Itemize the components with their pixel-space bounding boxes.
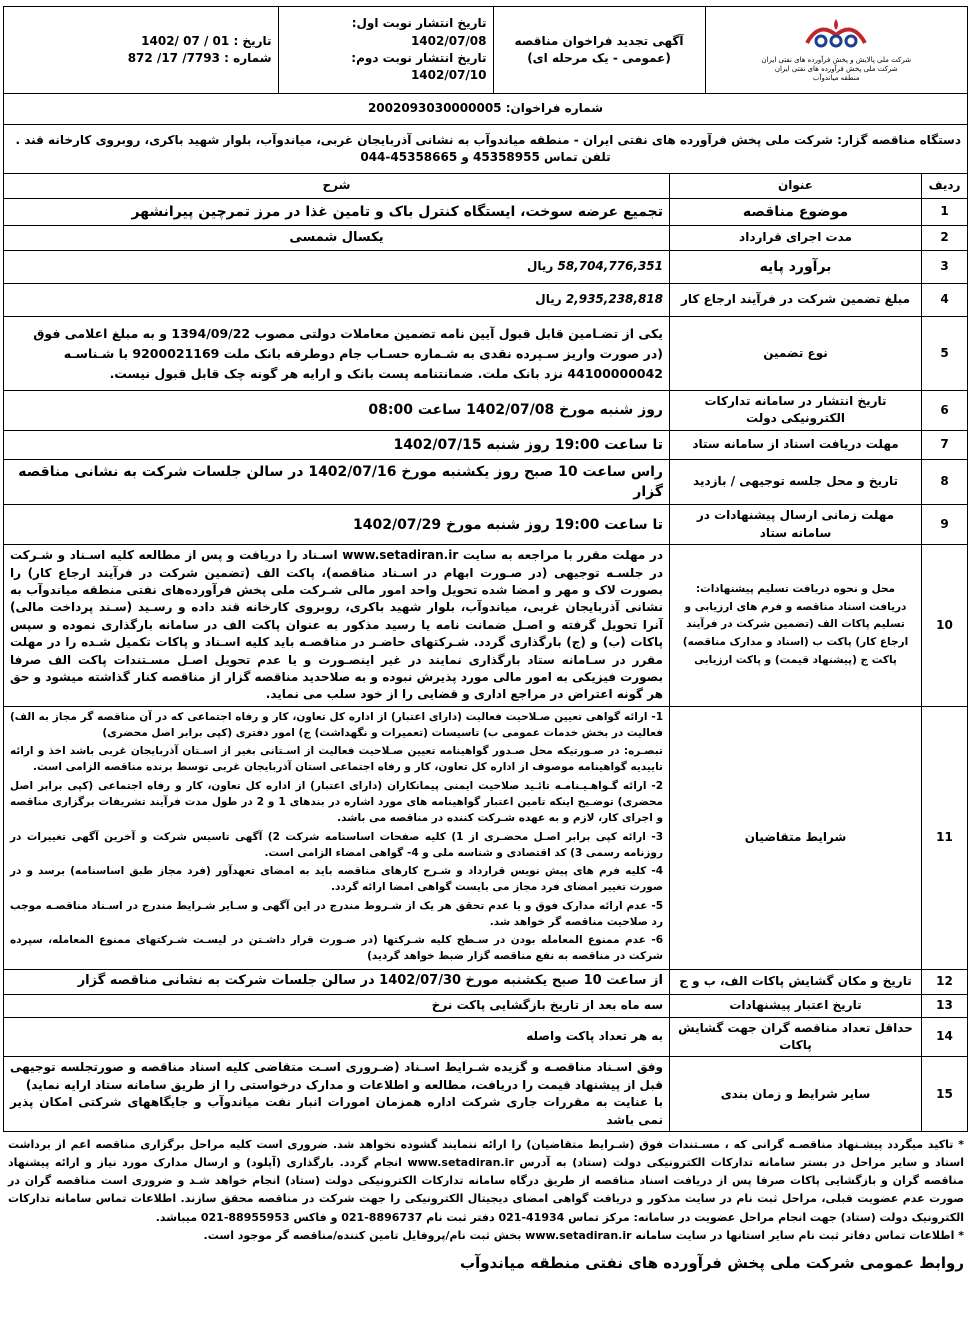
- row-subject: مدت اجرای قرارداد: [670, 226, 922, 251]
- call-number-value: 2002093030000005: [367, 101, 502, 116]
- applicant-conditions: [3, 706, 669, 969]
- row-number: 11: [922, 706, 968, 969]
- table-row: [3, 706, 967, 969]
- row-number: 12: [922, 969, 968, 994]
- row-description: به هر تعداد پاکت واصله: [3, 1017, 669, 1057]
- row-number: 14: [922, 1017, 968, 1057]
- condition-item: 1- ارائه گواهی تعیین صـلاحیت فعالیت (دارای اعتبار) از اداره کل تعاون، کار و رفاه اجتماعی که در آن مناقصه گر مجاز به الف) فعالیت در بخش خدمات عمومی ب) تاسیسات (تعمیرات و نگهداشت) ج) امور دفتری (کپی برابر اصل محضری): [9, 710, 663, 739]
- condition-item: 6- عدم ممنوع المعامله بودن در سـطح کلیه شـرکتها (در صـورت قرار داشـتن در لیسـت شـرکتهای ممنوع المعامله، سپرده شرکت در مناقصه به نفع مناقصه گزار ضبط خواهد گردید): [9, 934, 663, 963]
- organizer-text: دستگاه مناقصه گزار: شرکت ملی پخش فرآورده های نفتی ایران - منطقه میاندوآب به نشانی آذربایجان غربی، میاندوآب، بلوار شهید باکری، روبروی کارخانه قند .: [15, 132, 961, 147]
- table-row: [3, 459, 967, 505]
- row-description: یکسال شمسی: [3, 226, 669, 251]
- table-row: [3, 284, 967, 317]
- row-number: 13: [922, 994, 968, 1017]
- title-block: [493, 7, 705, 93]
- row-description: تجمیع عرضه سوخت، ایستگاه کنترل باک و تامین غذا در مرز تمرچین پیرانشهر: [3, 199, 669, 226]
- row-subject: مبلغ تضمین شرکت در فرآیند ارجاع کار: [670, 284, 922, 317]
- title-line-2: (عمومی - یک مرحله ای): [527, 51, 671, 65]
- row-description: روز شنبه مورخ 1402/07/08 ساعت 08:00: [3, 391, 669, 431]
- base-estimate-unit: ریال: [526, 259, 554, 274]
- number-value: 872 /17 /7793: [127, 51, 220, 65]
- table-row: [3, 391, 967, 431]
- row-number: 6: [922, 391, 968, 431]
- table-row: [3, 226, 967, 251]
- row-subject: محل و نحوه دریافت تسلیم پیشنهادات: دریافت اسناد مناقصه و فرم های ارزیابی و تسلیم پاکات الف (تضمین شرکت در فرآیند ارجاع کار) پاکت ب (اسناد و مدارک مناقصه) پاکت ج (پیشنهاد قیمت) و پاکت ارزیابی: [670, 545, 922, 707]
- header-row: [3, 7, 967, 94]
- table-row: [3, 1057, 967, 1132]
- row-description: تا ساعت 19:00 روز شنبه 1402/07/15: [3, 430, 669, 459]
- other-conditions-2: با عنایت به مقررات جاری شرکت اداره همزمان امورات انبار نفت میاندوآب و جایگاههای شرکتی امکان پذیر نمی باشد: [9, 1095, 663, 1127]
- col-subject-header: عنوان: [670, 174, 922, 199]
- row-number: 8: [922, 459, 968, 505]
- row-subject: نوع تضمین: [670, 317, 922, 391]
- row-description: سه ماه بعد از تاریخ بازگشایی پاکت نرخ: [3, 994, 669, 1017]
- row-number: 15: [922, 1057, 968, 1132]
- row-number: 1: [922, 199, 968, 226]
- pub-first-label: تاریخ انتشار نوبت اول:: [351, 16, 487, 31]
- footer-note-2: * اطلاعات تماس دفاتر ثبت نام سایر استانها در سایت سامانه www.setadiran.ir بخش ثبت نام/پروفایل تامین کننده/مناقصه گر موجود است.: [203, 1228, 964, 1242]
- table-row: [3, 994, 967, 1017]
- table-row: [3, 545, 967, 707]
- row-number: 3: [922, 251, 968, 284]
- column-header-row: [3, 174, 967, 199]
- row-subject: تاریخ و محل جلسه توجیهی / بازدید: [670, 459, 922, 505]
- logo-block: [705, 7, 967, 93]
- header-table: [3, 7, 967, 93]
- logo-text-2: شرکت ملی پخش فرآورده های نفتی ایران: [774, 65, 898, 74]
- condition-item: 3- ارائه کپی برابر اصـل محضـری از 1) کلیه صفحات اساسنامه شرکت 2) آگهی تاسیس شرکت و آخرین آگهی تغییرات در روزنامه رسمی 3) کد اقتصادی و شناسه ملی و 4- گواهی امضاء الزامی است.: [9, 830, 663, 859]
- base-estimate-amount: 58,704,776,351: [557, 259, 663, 274]
- condition-item: 5- عدم ارائه مدارک فوق و یا عدم تحقق هر یک از شـروط مندرج در این آگهی و سـایر شـرایط مندرج در اسـناد مناقصـه موجب رد صلاحیت مناقصه گر خواهد شد.: [9, 899, 663, 928]
- table-row: [3, 199, 967, 226]
- row-number: 2: [922, 226, 968, 251]
- table-row: [3, 505, 967, 545]
- signature: روابط عمومی شرکت ملی پخش فرآورده های نفتی منطقه میاندوآب: [460, 1253, 964, 1272]
- footer-note-1: * تاکید میگردد پیشـنهاد مناقصـه گرانی که ، مسـتندات فوق (شـرایط متقاضیان) را ارائه ننمایند گشوده نخواهد شد. ضروری است کلیه مراحل برگزاری مناقصه اعم از برداشت اسناد و سایر مراحل در بستر سامانه تدارکات الکترونیکی دولت (ستاد) به آدرس www.setadiran.ir انجام گردد. بارگذاری (آپلود) و ارسال مدارک مورد نیاز و ارائه پیشنهاد مناقصه گران و بازگشایی پاکات صرفا پس از دریافت اسناد مناقصه از طریق درگاه سامانه تدارکات الکترونیکی دولت (ستاد) انجام خواهد شـد و ضروری است مناقصه گران در صورت عدم عضویت قبلی، مراحل ثبت نام در سایت مذکور و دریافت گواهی امضای دیجیتال الکترونیکی را جهت شرکت در مناقصه محقق سازند. اطلاعات تماس سامانه تدارکات الکترونیک دولت (ستاد) جهت انجام مراحل عضویت در سامانه: مرکز تماس 41934-021 دفتر ثبت نام 8896737-021 و فاکس 88955953-021 میباشد.: [8, 1138, 964, 1224]
- other-conditions-1: وفق اسـناد مناقصـه و گزیده شـرایط اسـناد (ضـروری اسـت متقاضی کلیه اسناد مناقصه و صورتجلسه توجیهی قبل از پیشنهاد قیمت را دریافت، مطالعه و اطلاعات و مدارک درخواستی را از طریق سامانه ستاد ارایه نماید): [9, 1060, 663, 1092]
- row-number: 10: [922, 545, 968, 707]
- date-value: 1402/ 07 / 01: [141, 33, 230, 48]
- row-subject: تاریخ اعتبار پیشنهادات: [670, 994, 922, 1017]
- row-number: 9: [922, 505, 968, 545]
- logo-text-1: شرکت ملی پالایش و پخش فرآورده های نفتی ایران: [761, 56, 912, 65]
- row-subject: مهلت دریافت اسناد از سامانه ستاد: [670, 430, 922, 459]
- pub-second-value: 1402/07/10: [410, 68, 487, 83]
- condition-item: 2- ارائه گـواهـیـنامـه تائـید صلاحیت ایمنی پیمانکاران (دارای اعتبار) از اداره کل تعاون، کار و رفاه اجتماعی (کپی برابر اصل محضری) توضـیح اینکه تامین اعتبار گواهینامه های مورد اشاره در بندهای 1 و 2 در طول مدت فرآیند تشریفات برگزاری مناقصه و اجرای کار، لازم و به عهده شـرکت کننده در مناقصه می باشد.: [9, 779, 664, 825]
- date-label: تاریخ :: [233, 33, 272, 48]
- row-description: تا ساعت 19:00 روز شنبه مورخ 1402/07/29: [3, 505, 669, 545]
- letter-ref: [3, 7, 278, 93]
- call-number-label: شماره فراخوان:: [505, 101, 604, 116]
- number-label: شماره :: [224, 51, 272, 65]
- row-subject: برآورد پایه: [670, 251, 922, 284]
- notice-table: [3, 6, 968, 1132]
- row-description: در مهلت مقرر با مراجعه به سایت www.setadiran.ir اسـناد را دریافت و پس از مطالعه کلیه اسـناد و شـرکت در جلسـه توجیهی (در صـورت ابهام در اسـناد مناقصه)، پاکت الف (تضمین شرکت در فرآیند ارجاع کار) را بصورت لاک و مهر و امضا شده تحویل واحد امور مالی شـرکت ملی پخش فرآورده‌های نفتی منطقه میاندوآب به نشانی آذربایجان غربی، میاندوآب، بلوار شهید باکری، روبروی کارخانه قند داده و رسـید (سـند پرداخت مالی) آنرا تحویل گرفته و اصـل ضمانت نامه یا رسید مذکور به عنوان پاکت الف در سامانه بارگذاری نموده و سپس پاکات (ب) و (ج) بارگذاری گردد. شـرکتهای حاضـر در مناقصـه باید کلیه اسـناد و پاکات تکمیل شـده را در مهلت مقرر در سـامانه ستاد بارگذاری نمایند در غیر اینصـورت و یا عدم تحویل اصـل مسـتندات پاکت الف صرفا بصورت فیزیکی به امور مالی مورد پذیرش نبوده و به صلاحدید مناقصه گزار از مناقصه کنار گذاشته میشود و حق هر گونه اعتراض در مراجع اداری و قضایی را از خود سلب می نماید.: [3, 545, 669, 707]
- company-logo-icon: [801, 17, 871, 51]
- row-subject: تاریخ انتشار در سامانه تدارکات الکترونیکی دولت: [670, 391, 922, 431]
- row-number: 7: [922, 430, 968, 459]
- guarantee-amount-value: 2,935,238,818: [565, 292, 663, 307]
- organizer-row: [3, 125, 967, 174]
- row-description: از ساعت 10 صبح یکشنبه مورخ 1402/07/30 در سالن جلسات شرکت به نشانی مناقصه گزار: [3, 969, 669, 994]
- title-line-1: آگهی تجدید فراخوان مناقصه: [514, 33, 684, 48]
- row-description: راس ساعت 10 صبح روز یکشنبه مورخ 1402/07/16 در سالن جلسات شرکت به نشانی مناقصه گزار: [3, 459, 669, 505]
- row-subject: شرایط متقاضیان: [670, 706, 922, 969]
- row-subject: حداقل تعداد مناقصه گران جهت گشایش پاکات: [670, 1017, 922, 1057]
- col-row-header: ردیف: [922, 174, 968, 199]
- row-number: 4: [922, 284, 968, 317]
- pub-first-value: 1402/07/08: [410, 33, 487, 48]
- row-subject: تاریخ و مکان گشایش پاکات الف، ب و ج: [670, 969, 922, 994]
- table-row: [3, 969, 967, 994]
- row-subject: مهلت زمانی ارسال پیشنهادات در سامانه ستاد: [670, 505, 922, 545]
- other-conditions: [3, 1057, 669, 1132]
- guarantee-amount-unit: ریال: [535, 292, 562, 307]
- table-row: [3, 430, 967, 459]
- row-subject: سایر شرایط و زمان بندی: [670, 1057, 922, 1132]
- footer-notes: [4, 1132, 968, 1276]
- base-estimate: [3, 251, 669, 284]
- condition-item: تبصـره: در صـورتیکه محل صـدور گواهینامه تعیین صـلاحیت فعالیت از اسـتانی بغیر از اسـتان آذربایجان غربی باشد اخذ و ارائه تاییدیه گواهینامه موصوف از اداره کل تعاون، کار و رفاه اجتماعی استان آذربایجان غربی توسط برنده مناقصه الزامی است.: [9, 745, 663, 774]
- guarantee-amount: [3, 284, 669, 317]
- publish-dates: [278, 7, 493, 93]
- row-number: 5: [922, 317, 968, 391]
- row-description: یکی از تضـامین قابل قبول آیین نامه تضمین معاملات دولتی مصوب 1394/09/22 و به مبلغ اعلامی فوق (در صورت واریز سـپرده نقدی به شـماره حسـاب جام دوطرفه بانک ملت 9200021169 با شـناسـه 44100000042 نزد بانک ملت. ضمانتنامه پست بانک و ارایه هر گونه چک قابل قبول نیست.: [3, 317, 669, 391]
- call-number-row: [3, 94, 967, 125]
- col-desc-header: شرح: [3, 174, 669, 199]
- table-row: [3, 251, 967, 284]
- logo-text-3: منطقه میاندوآب: [812, 74, 860, 83]
- pub-second-label: تاریخ انتشار نوبت دوم:: [351, 51, 487, 65]
- row-subject: موضوع مناقصه: [670, 199, 922, 226]
- table-row: [3, 1017, 967, 1057]
- table-row: [3, 317, 967, 391]
- organizer-phones: تلفن تماس 45358955 و 45358665-044: [360, 150, 611, 164]
- condition-item: 4- کلیه فرم های پیش نویس قرارداد و شـرح کارهای مناقصه باید به امضای تعهدآور (فرد مجاز طبق اساسنامه) برسد و در صورت تغییر امضای فرد مجاز می بایست گواهی امضا ارائه گردد.: [9, 865, 663, 894]
